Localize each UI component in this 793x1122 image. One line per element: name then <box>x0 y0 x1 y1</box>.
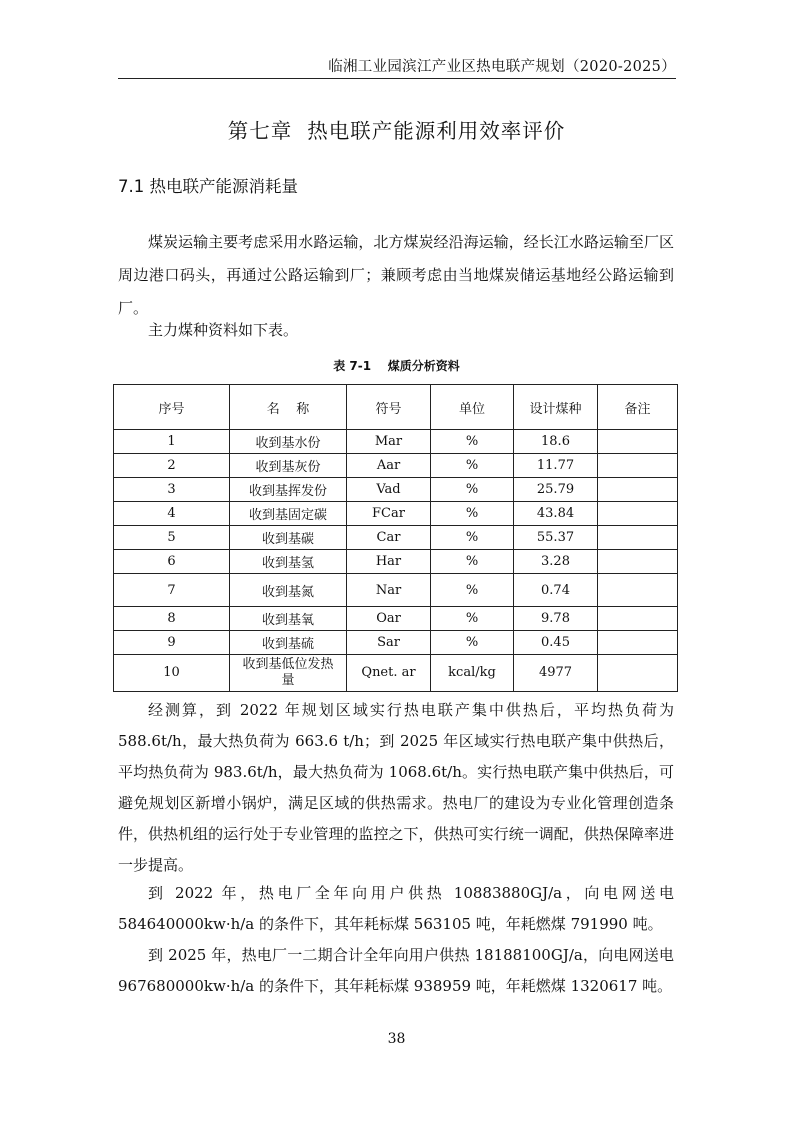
cell-unit: % <box>431 526 514 550</box>
cell-name: 收到基灰份 <box>230 454 347 478</box>
cell-symbol: Nar <box>347 574 431 607</box>
cell-name: 收到基硫 <box>230 631 347 655</box>
table-row <box>114 550 678 574</box>
cell-remarks <box>598 631 678 655</box>
cell-symbol: Car <box>347 526 431 550</box>
cell-remarks <box>598 607 678 631</box>
cell-remarks <box>598 430 678 454</box>
cell-design-coal: 11.77 <box>514 454 598 478</box>
paragraph-2025: 到 2025 年，热电厂一二期合计全年向用户供热 18188100GJ/a，向电网送电967680000kw·h/a 的条件下，其年耗标煤 938959 吨，年耗燃煤 1320617 吨。 <box>118 946 674 995</box>
cell-name: 收到基氧 <box>230 607 347 631</box>
cell-index: 7 <box>114 574 230 607</box>
cell-symbol: Sar <box>347 631 431 655</box>
cell-design-coal: 55.37 <box>514 526 598 550</box>
cell-remarks <box>598 550 678 574</box>
cell-symbol: Har <box>347 550 431 574</box>
cell-symbol: FCar <box>347 502 431 526</box>
header-cell-index: 序号 <box>114 385 230 430</box>
cell-index: 9 <box>114 631 230 655</box>
cell-symbol: Aar <box>347 454 431 478</box>
cell-remarks <box>598 655 678 692</box>
cell-design-coal: 0.45 <box>514 631 598 655</box>
cell-name: 收到基固定碳 <box>230 502 347 526</box>
cell-symbol: Qnet. ar <box>347 655 431 692</box>
header-cell-unit: 单位 <box>431 385 514 430</box>
cell-name: 收到基挥发份 <box>230 478 347 502</box>
table-row <box>114 631 678 655</box>
table-row <box>114 454 678 478</box>
cell-index: 4 <box>114 502 230 526</box>
cell-unit: kcal/kg <box>431 655 514 692</box>
cell-unit: % <box>431 607 514 631</box>
table-row <box>114 502 678 526</box>
cell-unit: % <box>431 574 514 607</box>
cell-remarks <box>598 526 678 550</box>
running-header: 临湘工业园滨江产业区热电联产规划（2020-2025） <box>328 59 676 75</box>
cell-unit: % <box>431 631 514 655</box>
header-cell-symbol: 符号 <box>347 385 431 430</box>
table-row <box>114 655 678 692</box>
cell-design-coal: 4977 <box>514 655 598 692</box>
table-row <box>114 478 678 502</box>
table-caption: 表 7-1 煤质分析资料 <box>333 359 460 373</box>
cell-design-coal: 25.79 <box>514 478 598 502</box>
cell-remarks <box>598 574 678 607</box>
cell-name: 收到基水份 <box>230 430 347 454</box>
paragraph-table-intro: 主力煤种资料如下表。 <box>148 321 299 339</box>
cell-name: 收到基氮 <box>230 574 347 607</box>
cell-remarks <box>598 502 678 526</box>
paragraph-transport: 煤炭运输主要考虑采用水路运输，北方煤炭经沿海运输，经长江水路运输至厂区周边港口码头，再通过公路运输到厂；兼顾考虑由当地煤炭储运基地经公路运输到厂。 <box>118 233 674 317</box>
cell-design-coal: 9.78 <box>514 607 598 631</box>
cell-design-coal: 43.84 <box>514 502 598 526</box>
header-cell-remarks: 备注 <box>598 385 678 430</box>
cell-index: 3 <box>114 478 230 502</box>
cell-index: 2 <box>114 454 230 478</box>
cell-index: 6 <box>114 550 230 574</box>
paragraph-2022: 到 2022 年，热电厂全年向用户供热 10883880GJ/a，向电网送电584640000kw·h/a 的条件下，其年耗标煤 563105 吨，年耗燃煤 791990 吨。 <box>118 884 674 933</box>
header-divider <box>118 78 676 79</box>
coal-quality-table <box>113 384 678 692</box>
cell-unit: % <box>431 550 514 574</box>
header-cell-name: 名 称 <box>230 385 347 430</box>
cell-remarks <box>598 454 678 478</box>
section-title: 7.1 热电联产能源消耗量 <box>118 177 298 196</box>
cell-name: 收到基低位发热量 <box>230 655 347 692</box>
cell-remarks <box>598 478 678 502</box>
table-header-row <box>114 385 678 430</box>
cell-symbol: Vad <box>347 478 431 502</box>
cell-index: 5 <box>114 526 230 550</box>
chapter-title: 第七章 热电联产能源利用效率评价 <box>227 119 566 143</box>
cell-index: 8 <box>114 607 230 631</box>
table-row <box>114 574 678 607</box>
table-row <box>114 526 678 550</box>
cell-symbol: Oar <box>347 607 431 631</box>
paragraph-heat-load: 经测算，到 2022 年规划区域实行热电联产集中供热后，平均热负荷为588.6t/h，最大热负荷为 663.6 t/h；到 2025 年区域实行热电联产集中供热后，平均热负荷为 983.6t/h，最大热负荷为 1068.6t/h。实行热电联产集中供热后，可避免规划区新增小锅炉，满足区域的供热需求。热电厂的建设为专业化管理创造条件，供热机组的运行处于专业管理的监控之下，供热可实行统一调配，供热保障率进一步提高。 <box>118 701 674 874</box>
table-row <box>114 430 678 454</box>
cell-name: 收到基碳 <box>230 526 347 550</box>
cell-name: 收到基氢 <box>230 550 347 574</box>
cell-unit: % <box>431 502 514 526</box>
cell-unit: % <box>431 430 514 454</box>
cell-unit: % <box>431 478 514 502</box>
cell-symbol: Mar <box>347 430 431 454</box>
cell-design-coal: 18.6 <box>514 430 598 454</box>
header-cell-design-coal: 设计煤种 <box>514 385 598 430</box>
cell-design-coal: 3.28 <box>514 550 598 574</box>
page-number: 38 <box>387 1031 406 1047</box>
cell-index: 10 <box>114 655 230 692</box>
cell-unit: % <box>431 454 514 478</box>
cell-design-coal: 0.74 <box>514 574 598 607</box>
table-row <box>114 607 678 631</box>
cell-index: 1 <box>114 430 230 454</box>
